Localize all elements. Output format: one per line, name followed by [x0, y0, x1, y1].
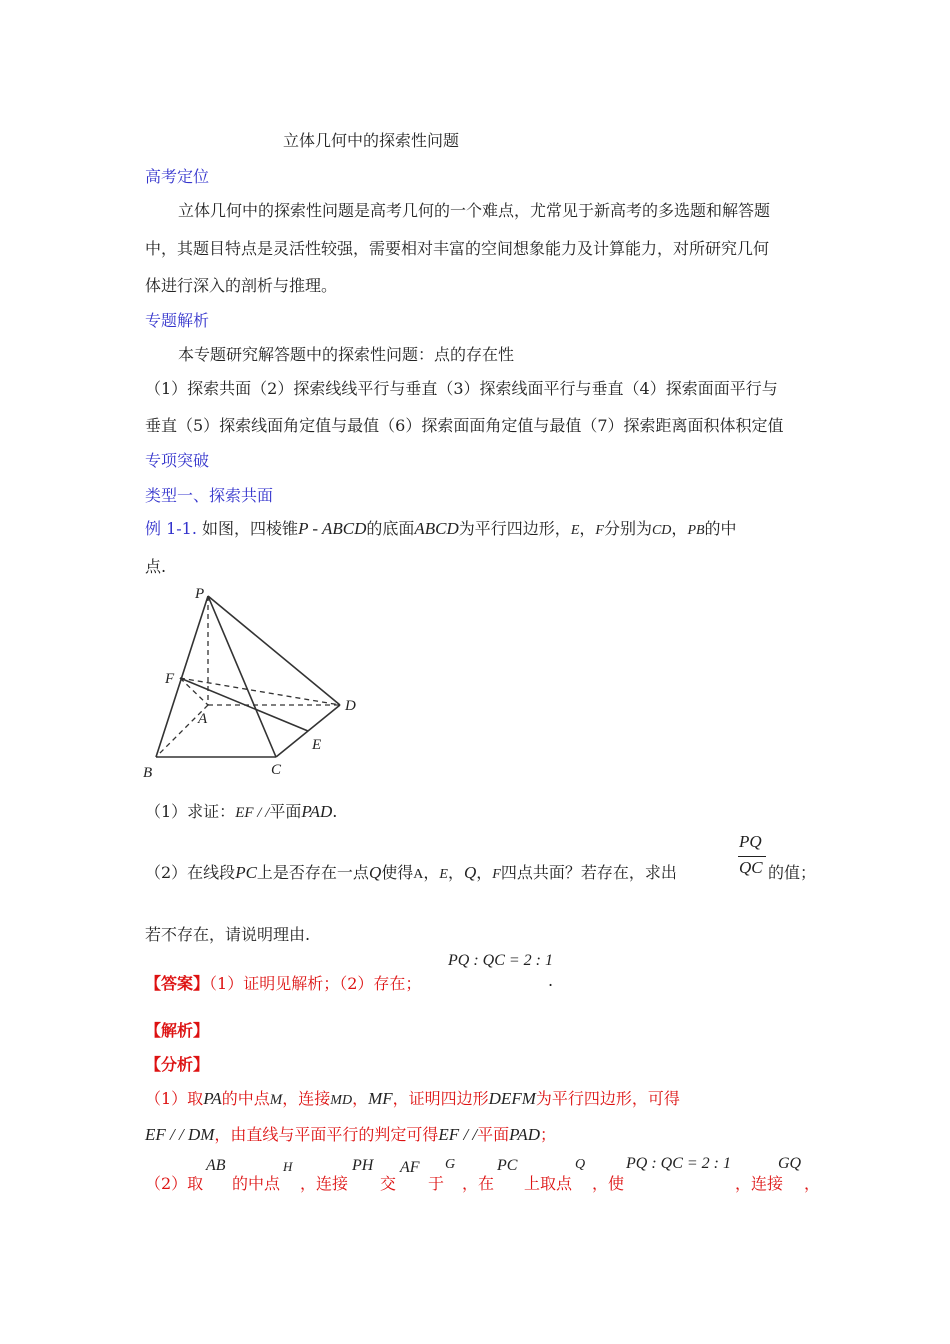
label-C: C — [271, 762, 282, 778]
math: P - ABCD — [298, 519, 367, 538]
text: （1）证明见解析；（2）存在； — [209, 974, 422, 993]
edge-PC — [208, 596, 276, 757]
text: ， — [447, 863, 464, 882]
section-heading-jiexi: 专题解析 — [145, 311, 210, 330]
text: ， — [579, 519, 596, 538]
math: ABCD — [414, 519, 459, 538]
text: （2）取 — [145, 1174, 204, 1193]
text: ，连接 — [300, 1174, 349, 1193]
text: 交 — [380, 1174, 397, 1193]
type-heading: 类型一、探索共面 — [145, 486, 274, 505]
math: F — [492, 867, 501, 882]
math: MD — [330, 1093, 353, 1108]
example-line-cont: 点. — [145, 557, 167, 576]
math: EF / / — [438, 1125, 478, 1144]
section-heading-tupo: 专项突破 — [145, 451, 210, 470]
paragraph-line: 本专题研究解答题中的探索性问题：点的存在性 — [178, 345, 515, 364]
text: 分别为 — [603, 519, 652, 538]
paragraph-line: 立体几何中的探索性问题是高考几何的一个难点，尤常见于新高考的多选题和解答题 — [178, 201, 771, 220]
analysis-line-3 — [145, 1171, 203, 1194]
math: PH — [352, 1157, 374, 1174]
question-2-cont: 若不存在，请说明理由. — [145, 925, 311, 944]
paragraph-line: 中，其题目特点是灵活性较强，需要相对丰富的空间想象能力及计算能力，对所研究几何 — [145, 239, 770, 258]
math: PAD — [301, 802, 333, 821]
text: 的中 — [704, 519, 737, 538]
math: GQ — [778, 1155, 802, 1172]
text: 平面 — [477, 1125, 510, 1144]
text: ， — [423, 863, 440, 882]
math: DEFM — [488, 1089, 536, 1108]
text: 的中点 — [221, 1089, 270, 1108]
math: M — [269, 1092, 283, 1108]
text: ， — [352, 1089, 369, 1108]
paragraph-line: 体进行深入的剖析与推理。 — [145, 276, 338, 295]
segment-FA — [180, 678, 208, 705]
text: 上是否存在一点 — [256, 863, 369, 882]
paragraph-line: 垂直（5）探索线面角定值与最值（6）探索面面角定值与最值（7）探索距离面积体积定值 — [145, 416, 784, 435]
math: AF — [400, 1159, 420, 1176]
math: PAD — [509, 1125, 541, 1144]
text: ， — [804, 1174, 821, 1193]
math: PQ : QC = 2 : 1 — [626, 1155, 732, 1172]
analysis-line-2 — [145, 1122, 556, 1145]
paragraph-line: （1）探索共面（2）探索线线平行与垂直（3）探索线面平行与垂直（4）探索面面平行与 — [145, 379, 778, 398]
text: ，在 — [462, 1174, 495, 1193]
math: CD — [651, 523, 672, 538]
answer-ratio: PQ : QC = 2 : 1 — [448, 952, 554, 969]
text: ； — [540, 1125, 557, 1144]
text: 平面 — [269, 802, 302, 821]
text: ，连接 — [735, 1174, 784, 1193]
math: PC — [235, 863, 257, 882]
text: 为平行四边形， — [458, 519, 571, 538]
text: ，由直线与平面平行的判定可得 — [214, 1125, 439, 1144]
label-A: A — [198, 711, 208, 727]
label-B: B — [143, 765, 153, 781]
text: 使得 — [381, 863, 414, 882]
example-label: 例 1-1. — [145, 519, 197, 538]
math: F — [595, 523, 604, 538]
math: EF / / — [235, 805, 270, 821]
page-title: 立体几何中的探索性问题 — [283, 131, 460, 150]
answer-period: . — [548, 971, 554, 990]
math: MF — [368, 1089, 393, 1108]
label-E: E — [312, 737, 322, 753]
math: Q — [575, 1157, 586, 1172]
text: ，使 — [592, 1174, 625, 1193]
text: （1）求证： — [145, 802, 236, 821]
math: EF / / DM — [145, 1125, 215, 1144]
math: AB — [206, 1157, 226, 1174]
text: 如图，四棱锥 — [202, 519, 299, 538]
label-P: P — [195, 586, 205, 602]
question-1 — [145, 799, 337, 822]
answer-label: 【答案】 — [145, 974, 210, 993]
text: ，连接 — [282, 1089, 331, 1108]
section-heading-gaokao: 高考定位 — [145, 167, 210, 186]
text: 于 — [428, 1174, 445, 1193]
text: 上取点 — [524, 1174, 573, 1193]
analysis-line-1 — [145, 1086, 680, 1109]
question-2-tail: 的值； — [768, 863, 817, 882]
edge-PB — [156, 596, 208, 757]
fraction-numerator: PQ — [739, 832, 762, 851]
math: E — [439, 867, 448, 882]
math: PC — [497, 1157, 518, 1174]
example-line — [145, 516, 737, 539]
pyramid-figure — [140, 582, 370, 782]
fraction-bar — [738, 856, 766, 857]
label-F: F — [165, 671, 175, 687]
text: 的底面 — [366, 519, 415, 538]
text: ，证明四边形 — [392, 1089, 489, 1108]
text: ， — [671, 519, 688, 538]
text: ， — [476, 863, 493, 882]
fenxi-label: 【分析】 — [145, 1055, 210, 1074]
math: Q — [368, 863, 382, 882]
text: . — [332, 802, 338, 821]
math: H — [283, 1159, 293, 1174]
math: G — [445, 1157, 456, 1172]
text: 四点共面？若存在，求出 — [500, 863, 677, 882]
math: PA — [203, 1089, 222, 1108]
question-2 — [145, 860, 677, 883]
label-D: D — [345, 698, 356, 714]
fraction-denominator: QC — [739, 858, 763, 877]
math: A — [413, 867, 424, 882]
text: 为平行四边形，可得 — [535, 1089, 680, 1108]
edge-PD — [208, 596, 340, 705]
math: E — [570, 523, 580, 538]
math: Q — [463, 863, 477, 882]
answer-line — [145, 971, 421, 994]
analysis-label: 【解析】 — [145, 1021, 210, 1040]
text: （1）取 — [145, 1089, 204, 1108]
math: PB — [687, 523, 705, 538]
text: 的中点 — [232, 1174, 281, 1193]
text: （2）在线段 — [145, 863, 236, 882]
segment-FD — [180, 678, 340, 705]
